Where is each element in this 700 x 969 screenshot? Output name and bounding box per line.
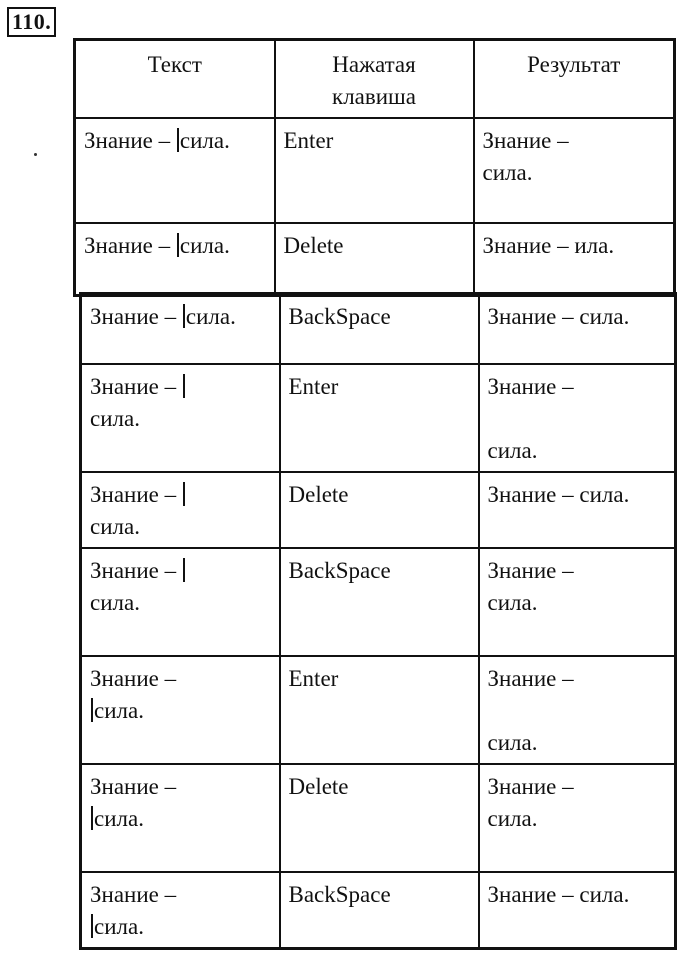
text-cursor-icon bbox=[91, 806, 93, 830]
cell-text: Знание – сила. bbox=[81, 294, 280, 364]
cell-key: Delete bbox=[280, 764, 479, 872]
cell-result: Знание – сила. bbox=[479, 656, 676, 764]
text-cursor-icon bbox=[91, 698, 93, 722]
table-row bbox=[75, 223, 675, 295]
cell-result: Знание – сила. bbox=[479, 764, 676, 872]
cell-key: BackSpace bbox=[280, 872, 479, 949]
keypress-table-bottom bbox=[79, 292, 677, 950]
cell-key: Enter bbox=[280, 656, 479, 764]
cell-key: BackSpace bbox=[280, 548, 479, 656]
cell-text: Знание – сила. bbox=[81, 872, 280, 949]
text-cursor-icon bbox=[183, 304, 185, 328]
cell-text: Знание – сила. bbox=[81, 364, 280, 472]
cell-text: Знание – сила. bbox=[81, 764, 280, 872]
text-cursor-icon bbox=[183, 374, 185, 398]
table-row bbox=[81, 548, 676, 656]
cell-key: Enter bbox=[280, 364, 479, 472]
cell-text: Знание – сила. bbox=[81, 548, 280, 656]
cell-result: Знание – сила. bbox=[479, 472, 676, 548]
exercise-number: 110. bbox=[7, 7, 56, 37]
header-text: Текст bbox=[75, 40, 275, 119]
header-key: Нажатая клавиша bbox=[275, 40, 474, 119]
cell-key: BackSpace bbox=[280, 294, 479, 364]
cell-result: Знание – сила. bbox=[479, 872, 676, 949]
cell-text: Знание – сила. bbox=[81, 472, 280, 548]
text-cursor-icon bbox=[91, 914, 93, 938]
text-cursor-icon bbox=[183, 482, 185, 506]
table-row bbox=[81, 872, 676, 949]
table-row bbox=[81, 364, 676, 472]
cell-result: Знание – сила. bbox=[479, 364, 676, 472]
cell-text: Знание – сила. bbox=[75, 223, 275, 295]
text-cursor-icon bbox=[177, 128, 179, 152]
text-cursor-icon bbox=[177, 233, 179, 257]
cell-result: Знание – сила. bbox=[479, 548, 676, 656]
table-row bbox=[81, 656, 676, 764]
stray-dot bbox=[34, 153, 37, 156]
table-row bbox=[81, 294, 676, 364]
cell-result: Знание – ила. bbox=[474, 223, 675, 295]
cell-text: Знание – сила. bbox=[81, 656, 280, 764]
table-row bbox=[75, 118, 675, 223]
cell-result: Знание – сила. bbox=[479, 294, 676, 364]
table-header-row bbox=[75, 40, 675, 119]
keypress-table-top bbox=[73, 38, 676, 297]
table-row bbox=[81, 472, 676, 548]
cell-text: Знание – сила. bbox=[75, 118, 275, 223]
cell-result: Знание – сила. bbox=[474, 118, 675, 223]
cell-key: Delete bbox=[275, 223, 474, 295]
table-row bbox=[81, 764, 676, 872]
text-cursor-icon bbox=[183, 558, 185, 582]
cell-key: Delete bbox=[280, 472, 479, 548]
header-result: Результат bbox=[474, 40, 675, 119]
cell-key: Enter bbox=[275, 118, 474, 223]
